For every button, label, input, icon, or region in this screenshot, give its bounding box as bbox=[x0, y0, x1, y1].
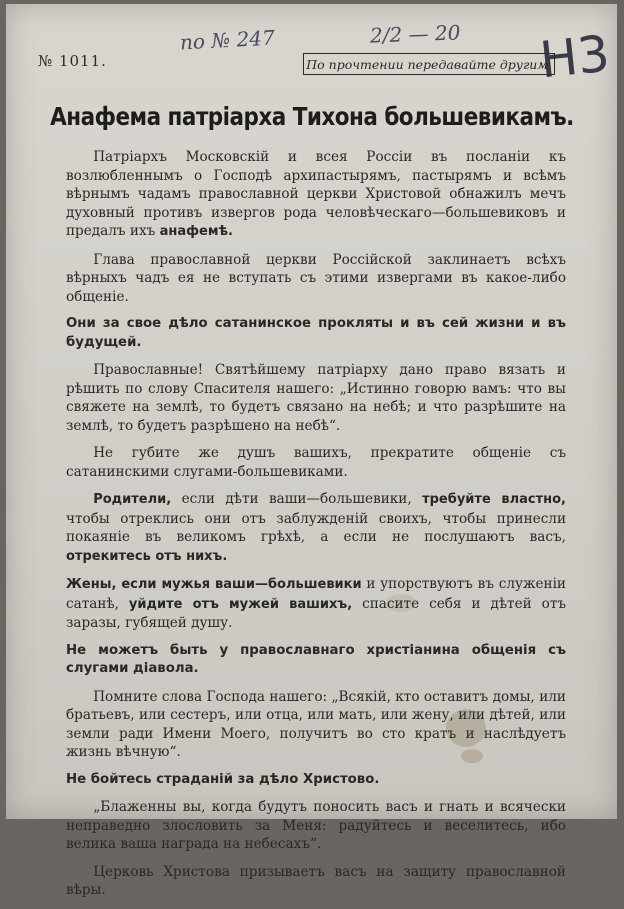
paragraph-7 bbox=[66, 575, 566, 633]
pass-along-notice: По прочтении передавайте другим. bbox=[303, 53, 555, 75]
handwritten-margin-mark: Н3 bbox=[537, 24, 613, 90]
wives-phrase: Жены, если мужья ваши—большевики bbox=[66, 577, 362, 592]
parents-label: Родители, bbox=[93, 492, 172, 507]
paragraph-2: Глава православной церкви Россійской заклинаетъ всѣхъ вѣрныхъ чадъ ея не вступать съ этими извергами въ какое-либо общеніе. bbox=[66, 251, 566, 305]
paragraph-12: Церковь Христова призываетъ васъ на защиту православной вѣры. bbox=[66, 863, 566, 898]
paragraph-6 bbox=[66, 490, 566, 566]
paragraph-6-text-2: чтобы отреклись они отъ заблужденій своихъ, чтобы принесли покаяніе въ великомъ грѣхѣ, а если не послушаютъ васъ, bbox=[66, 510, 566, 545]
paragraph-1 bbox=[66, 148, 566, 242]
paragraph-1-text: Патріархъ Московскій и всея Россіи въ посланіи къ возлюбленнымъ о Господѣ архипастырямъ, пастырямъ и всѣмъ вѣрнымъ чадамъ православной церкви Христовой обнажилъ мечъ духовный противъ извергов рода человѣческаго—большевиковъ и предалъ ихъ bbox=[66, 149, 566, 239]
handwritten-date: 2/2 — 20 bbox=[369, 20, 461, 48]
paragraph-5: Не губите же душъ вашихъ, прекратите общеніе съ сатанинскими слугами-большевиками. bbox=[66, 445, 566, 480]
document-title: Анафема патріарха Тихона большевикамъ. bbox=[50, 102, 574, 131]
demand-phrase: требуйте властно, bbox=[422, 492, 566, 507]
paragraph-7-text-2: спасите себя и дѣтей отъ заразы, губящей душу. bbox=[66, 595, 566, 631]
paragraph-9: Помните слова Господа нашего: „Всякій, кто оставитъ домы, или братьевъ, или сестеръ, или отца, или мать, или жену, или дѣтей, или земли ради Имени Моего, получитъ во сто кратъ и наслѣдуетъ жизнь вѣчную“. bbox=[66, 688, 566, 760]
anathema-word: анафемѣ. bbox=[159, 224, 233, 239]
document-body bbox=[66, 148, 566, 909]
paragraph-10: Не бойтесь страданій за дѣло Христово. bbox=[66, 771, 380, 787]
paragraph-6-text-1: если дѣти ваши—большевики, bbox=[171, 491, 423, 507]
leave-husbands-phrase: уйдите отъ мужей вашихъ, bbox=[128, 596, 353, 612]
paragraph-11: „Блаженны вы, когда будутъ поносить васъ и гнать и всячески неправедно злословить за Меня: радуйтесь и веселитесь, ибо велика ваша награда на небесахъ“. bbox=[66, 799, 566, 852]
renounce-phrase: отрекитесь отъ нихъ. bbox=[66, 548, 228, 564]
leaflet-number: № 1011. bbox=[38, 52, 107, 70]
paragraph-7-text-1: и упорствуютъ въ служеніи сатанѣ, bbox=[66, 576, 566, 612]
handwritten-reference: по № 247 bbox=[179, 25, 276, 55]
paragraph-8: Не можетъ быть у православнаго христіанина общенія съ слугами діавола. bbox=[66, 642, 566, 676]
paragraph-4: Православные! Святѣйшему патріарху дано право вязать и рѣшить по слову Спасителя нашего: „Истинно говорю вамъ: что вы свяжете на землѣ, то будетъ связано на небѣ; и что разрѣшите на землѣ, то будетъ разрѣшено на небѣ“. bbox=[66, 362, 566, 434]
paragraph-3: Они за свое дѣло сатанинское прокляты и въ сей жизни и въ будущей. bbox=[66, 316, 566, 350]
